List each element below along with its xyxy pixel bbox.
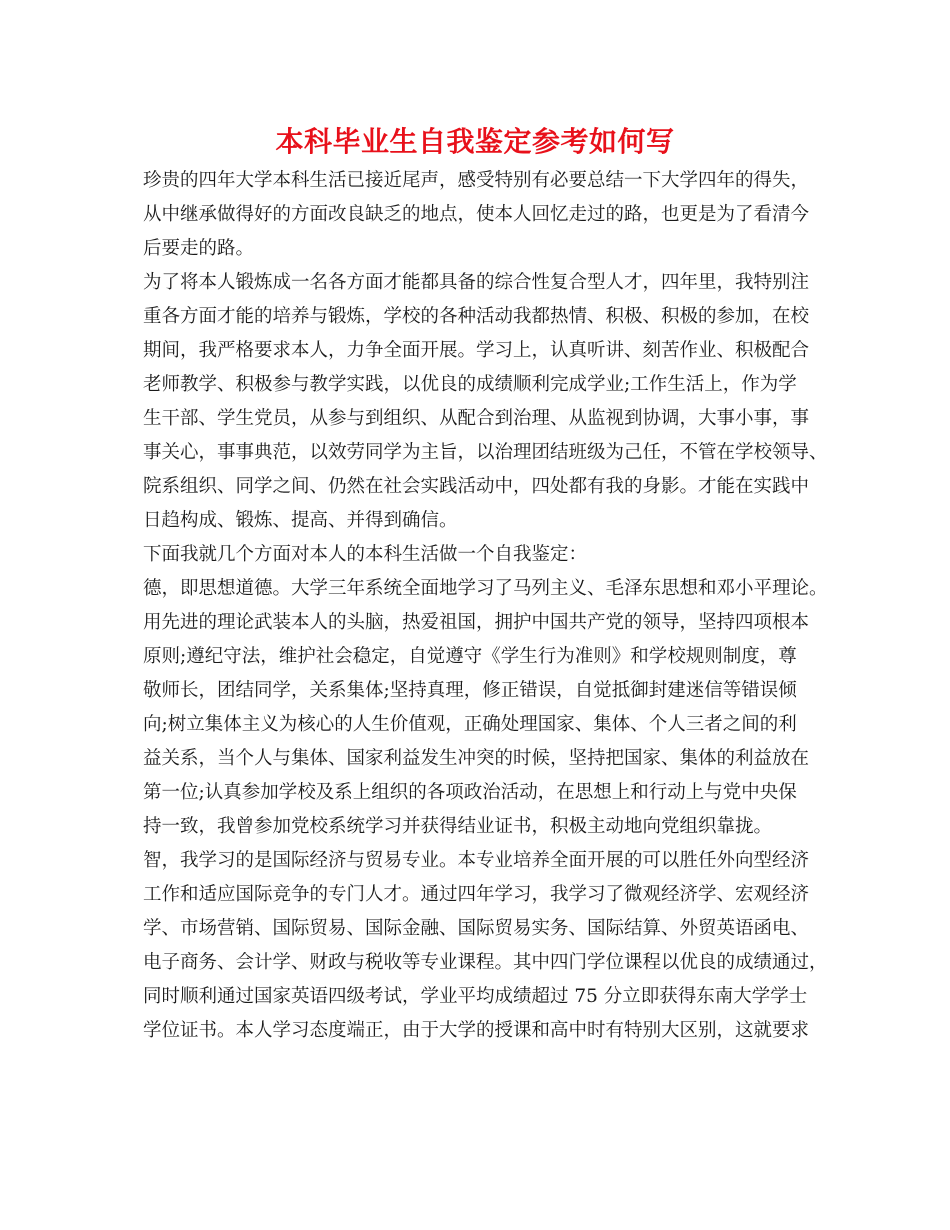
body-line: 德，即思想道德。大学三年系统全面地学习了马列主义、毛泽东思想和邓小平理论。	[143, 578, 828, 599]
body-line: 学位证书。本人学习态度端正，由于大学的授课和高中时有特别大区别，这就要求	[143, 1020, 810, 1041]
document-body	[143, 164, 828, 1048]
body-line: 从中继承做得好的方面改良缺乏的地点，使本人回忆走过的路，也更是为了看清今	[143, 204, 810, 225]
body-line: 事关心，事事典范，以效劳同学为主旨，以治理团结班级为己任，不管在学校领导、	[143, 442, 828, 463]
body-line: 生干部、学生党员，从参与到组织、从配合到治理、从监视到协调，大事小事，事	[143, 408, 810, 429]
body-line: 智，我学习的是国际经济与贸易专业。本专业培养全面开展的可以胜任外向型经济	[143, 850, 810, 871]
body-line: 珍贵的四年大学本科生活已接近尾声，感受特别有必要总结一下大学四年的得失，	[143, 170, 810, 191]
body-line: 老师教学、积极参与教学实践，以优良的成绩顺利完成学业;工作生活上，作为学	[143, 374, 797, 395]
document-title: 本科毕业生自我鉴定参考如何写	[275, 125, 675, 158]
body-line: 期间，我严格要求本人，力争全面开展。学习上，认真听讲、刻苦作业、积极配合	[143, 340, 810, 361]
body-line: 下面我就几个方面对本人的本科生活做一个自我鉴定：	[143, 544, 588, 565]
body-line: 后要走的路。	[143, 238, 255, 259]
body-line: 用先进的理论武装本人的头脑，热爱祖国，拥护中国共产党的领导，坚持四项根本	[143, 612, 810, 633]
body-line: 学、市场营销、国际贸易、国际金融、国际贸易实务、国际结算、外贸英语函电、	[143, 918, 810, 939]
body-line: 电子商务、会计学、财政与税收等专业课程。其中四门学位课程以优良的成绩通过，	[143, 952, 828, 973]
body-line: 持一致，我曾参加党校系统学习并获得结业证书，积极主动地向党组织靠拢。	[143, 816, 773, 837]
body-line: 益关系，当个人与集体、国家利益发生冲突的时候，坚持把国家、集体的利益放在	[143, 748, 810, 769]
body-line: 向;树立集体主义为核心的人生价值观，正确处理国家、集体、个人三者之间的利	[143, 714, 797, 735]
body-line: 工作和适应国际竞争的专门人才。通过四年学习，我学习了微观经济学、宏观经济	[143, 884, 810, 905]
body-line: 为了将本人锻炼成一名各方面才能都具备的综合性复合型人才，四年里，我特别注	[143, 272, 810, 293]
body-line: 同时顺利通过国家英语四级考试，学业平均成绩超过 75 分立即获得东南大学学士	[143, 986, 808, 1007]
body-line: 原则;遵纪守法，维护社会稳定，自觉遵守《学生行为准则》和学校规则制度，尊	[143, 646, 797, 667]
body-line: 院系组织、同学之间、仍然在社会实践活动中，四处都有我的身影。才能在实践中	[143, 476, 810, 497]
body-line: 重各方面才能的培养与锻炼，学校的各种活动我都热情、积极、积极的参加，在校	[143, 306, 810, 327]
body-line: 敬师长，团结同学，关系集体;坚持真理，修正错误，自觉抵御封建迷信等错误倾	[143, 680, 797, 701]
body-line: 第一位;认真参加学校及系上组织的各项政治活动，在思想上和行动上与党中央保	[143, 782, 797, 803]
body-line: 日趋构成、锻炼、提高、并得到确信。	[143, 510, 458, 531]
